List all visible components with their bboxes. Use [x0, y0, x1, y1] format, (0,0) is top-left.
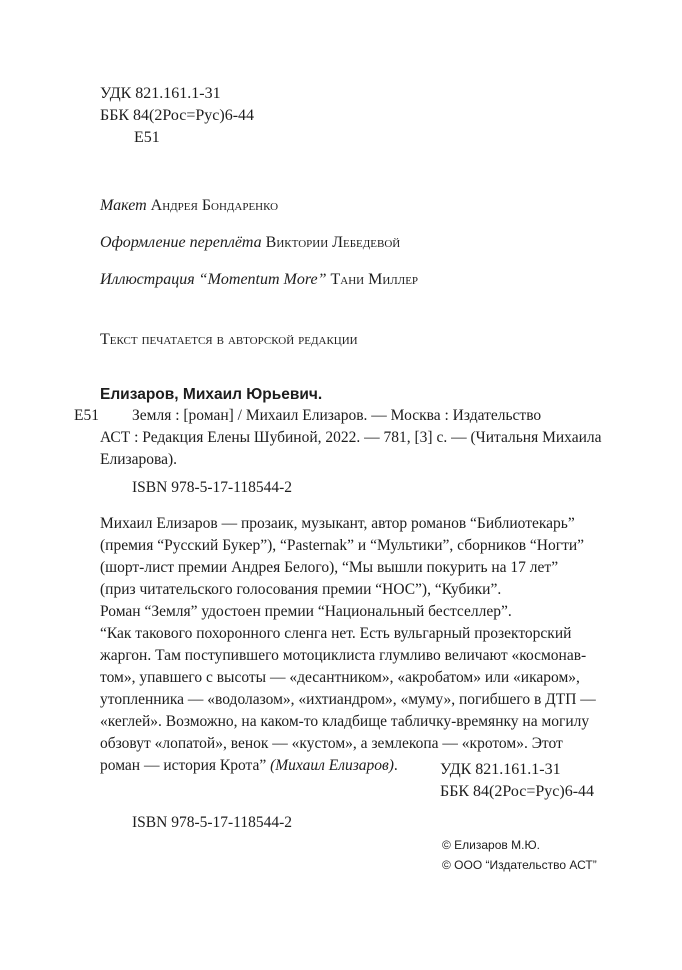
catalog-line: Елизарова).	[100, 451, 178, 468]
credit-illustration-role: Иллюстрация “Momentum More”	[100, 271, 327, 288]
annotation-line: Михаил Елизаров — прозаик, музыкант, автор романов “Библиотекарь”	[100, 515, 575, 532]
catalog-author-heading: Елизаров, Михаил Юрьевич.	[100, 386, 323, 403]
annotation-last-text: роман — история Крота”	[100, 757, 267, 774]
annotation-attribution: (Михаил Елизаров)	[270, 757, 394, 774]
catalog-isbn: ISBN 978-5-17-118544-2	[132, 479, 293, 496]
credit-cover-role: Оформление переплёта	[100, 234, 262, 251]
annotation-line: «кеглей». Возможно, на каком-то кладбище табличку-времянку на могилу	[100, 713, 590, 730]
credit-layout-name: Андрея Бондаренко	[150, 197, 279, 214]
credit-cover-name: Виктории Лебедевой	[265, 234, 401, 251]
annotation	[100, 513, 620, 777]
credit-layout	[100, 196, 278, 216]
annotation-line: (шорт-лист премии Андрея Белого), “Мы вышли покурить на 17 лет”	[100, 559, 559, 576]
bottom-isbn: ISBN 978-5-17-118544-2	[132, 814, 293, 831]
catalog-line: АСТ : Редакция Елены Шубиной, 2022. — 781, [3] с. — (Читальня Михаила	[100, 429, 602, 446]
annotation-line: Роман “Земля” удостоен премии “Национальный бестселлер”.	[100, 603, 512, 620]
bbk-code: ББК 84(2Рос=Рус)6-44	[100, 107, 255, 124]
annotation-line: жаргон. Там поступившего мотоциклиста глумливо величают «космонав-	[100, 647, 587, 664]
annotation-line: “Как такового похоронного сленга нет. Есть вульгарный прозекторский	[100, 625, 572, 642]
annotation-line: обзовут «лопатой», венок — «кустом», а землекопа — «кротом». Этот	[100, 735, 563, 752]
edition-note: Текст печатается в авторской редакции	[100, 331, 358, 348]
copyright-publisher: © ООО “Издательство АСТ”	[442, 858, 597, 872]
copyright-author: © Елизаров М.Ю.	[442, 838, 540, 852]
footer-bbk-code: ББК 84(2Рос=Рус)6-44	[440, 783, 595, 800]
catalog-mark: Е51	[74, 407, 99, 424]
annotation-line: утопленника — «водолазом», «ихтиандром», «муму», погибшего в ДТП —	[100, 691, 596, 708]
catalog-line: Земля : [роман] / Михаил Елизаров. — Москва : Издательство	[132, 407, 542, 424]
credit-cover	[100, 233, 400, 253]
annotation-line: (приз читательского голосования премии “НОС”), “Кубики”.	[100, 581, 502, 598]
catalog-description	[100, 405, 620, 471]
credit-illustration	[100, 270, 418, 290]
annotation-last-end: .	[393, 757, 398, 774]
author-mark: Е51	[134, 129, 160, 146]
footer-udk-code: УДК 821.161.1-31	[440, 761, 561, 778]
annotation-line: том», упавшего с высоты — «десантником», «акробатом» или «икаром»,	[100, 669, 580, 686]
credit-layout-role: Макет	[100, 197, 147, 214]
udk-code: УДК 821.161.1-31	[100, 85, 221, 102]
credit-illustration-name: Тани Миллер	[330, 271, 419, 288]
annotation-line: (премия “Русский Букер”), “Pasternak” и “Мультики”, сборников “Ногти”	[100, 537, 585, 554]
